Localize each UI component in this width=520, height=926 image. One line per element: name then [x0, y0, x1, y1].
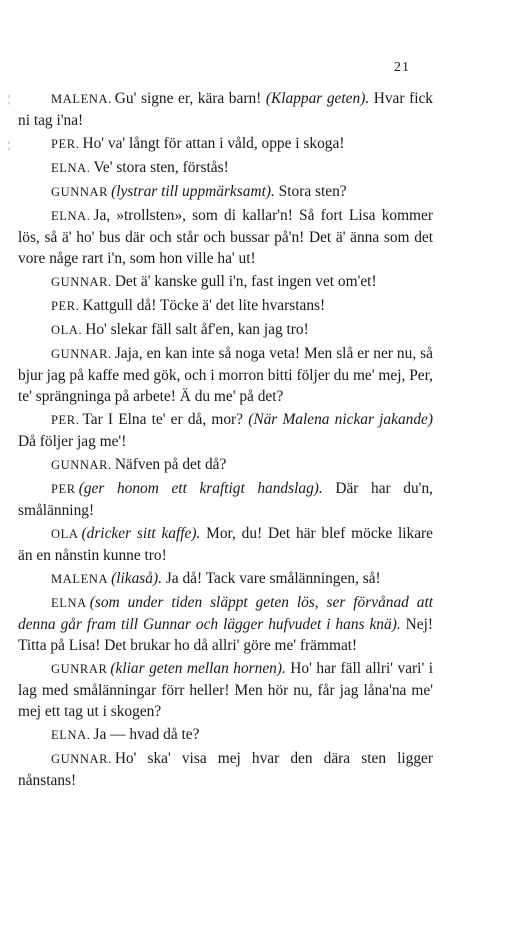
speaker-name: ELNA [51, 596, 87, 610]
stage-direction: (lystrar till uppmärksamt). [111, 183, 275, 200]
speaker-name: GUNNAR. [51, 347, 112, 361]
speaker-name: OLA [51, 527, 79, 541]
speaker-name: GUNNAR. [51, 275, 112, 289]
stage-direction: (likaså). [111, 570, 162, 587]
spoken-text: Mor, du! Det här blef möcke likare än en nånstin kunne tro! [18, 525, 434, 564]
speaker-name: MALENA. [51, 92, 112, 106]
spoken-text: Ve' stora sten, förstås! [93, 159, 229, 176]
dialogue-line [18, 133, 433, 155]
speaker-name: ELNA. [51, 161, 91, 175]
spoken-text: Hvar fick ni tag i'na! [18, 90, 434, 129]
dialogue-line [18, 454, 433, 476]
dialogue-line [18, 181, 433, 203]
spoken-text: Ja — hvad då te? [93, 726, 200, 743]
spoken-text: Där har du'n, smålänning! [18, 480, 433, 519]
stage-direction: (När Malena nickar jakande) [248, 411, 433, 428]
spoken-text: Ja, »trollsten», som di kallar'n! Så fort Lisa kommer lös, så ä' ho' bus där och står och bussar på'n! Det ä' änna som det vore någe rart i'n, som hon ville ha' ut! [18, 207, 433, 267]
stage-direction: (ger honom ett kraftigt handslag). [78, 480, 323, 497]
stage-direction: (dricker sitt kaffe). [81, 525, 201, 542]
margin-mark: ¦ [8, 94, 11, 105]
dialogue-line [18, 592, 433, 656]
spoken-text: Ho' ska' visa mej hvar den dära sten ligger nånstans! [18, 750, 433, 789]
dialogue-line [18, 409, 433, 452]
dialogue-line [18, 88, 433, 131]
speaker-name: ELNA. [51, 209, 91, 223]
stage-direction: (Klappar geten). [265, 90, 370, 107]
dialogue-line [18, 319, 433, 341]
spoken-text: Ho' slekar fäll salt åf'en, kan jag tro! [85, 321, 309, 338]
speaker-name: PER. [51, 413, 80, 427]
spoken-text: Det ä' kanske gull i'n, fast ingen vet om'et! [114, 273, 377, 290]
spoken-text: Gu' signe er, kära barn! [114, 90, 266, 107]
speaker-name: MALENA [51, 572, 109, 586]
speaker-name: GUNNAR. [51, 752, 112, 766]
speaker-name: OLA. [51, 323, 83, 337]
speaker-name: GUNNAR. [51, 458, 112, 472]
speaker-name: PER. [51, 137, 80, 151]
dialogue-line [18, 157, 433, 179]
spoken-text: Nej! Titta på Lisa! Det brukar ho då allri' göre me' främmat! [18, 616, 434, 654]
speaker-name: ELNA. [51, 728, 91, 742]
dialogue-line [18, 658, 433, 722]
dialogue-line [18, 568, 433, 590]
dialogue-line [18, 724, 433, 746]
page-number: 21 [394, 60, 410, 75]
spoken-text: Jaja, en kan inte så noga veta! Men slå er ner nu, så bjur jag på kaffe med gök, och i morron bitti följer du me' mej, Per, te' sprängninga på arbete! Ä du me' på det? [18, 345, 433, 405]
spoken-text: Ho' va' långt för attan i våld, oppe i skoga! [82, 135, 345, 152]
speaker-name: PER. [51, 299, 80, 313]
spoken-text: Tar I Elna te' er då, mor? [82, 411, 249, 428]
speaker-name: GUNNAR [51, 185, 109, 199]
spoken-text: Kattgull då! Töcke ä' det lite hvarstans! [82, 297, 326, 314]
dialogue-line [18, 271, 433, 293]
spoken-text: Ja då! Tack vare smålänningen, så! [161, 570, 381, 587]
spoken-text: Stora sten? [274, 183, 347, 200]
dialogue-text [18, 88, 433, 793]
dialogue-line [18, 343, 433, 407]
margin-mark: ¦ [8, 140, 11, 151]
spoken-text: Näfven på det då? [114, 456, 227, 473]
speaker-name: GUNRAR [51, 662, 108, 676]
stage-direction: (som under tiden släppt geten lös, ser förvånad att denna går fram till Gunnar och lägger hufvudet i hans knä). [18, 594, 433, 633]
speaker-name: PER [51, 482, 76, 496]
spoken-text: Ho' har fäll allri' vari' i lag med smålänningar förr heller! Men hör nu, får jag låna'na me' mej ett tag ut i skogen? [18, 660, 433, 720]
spoken-text: Då följer jag me'! [18, 433, 127, 450]
dialogue-line [18, 748, 433, 791]
dialogue-line [18, 523, 433, 566]
dialogue-line [18, 478, 433, 521]
dialogue-line [18, 205, 433, 269]
stage-direction: (kliar geten mellan hornen). [110, 660, 286, 677]
dialogue-line [18, 295, 433, 317]
